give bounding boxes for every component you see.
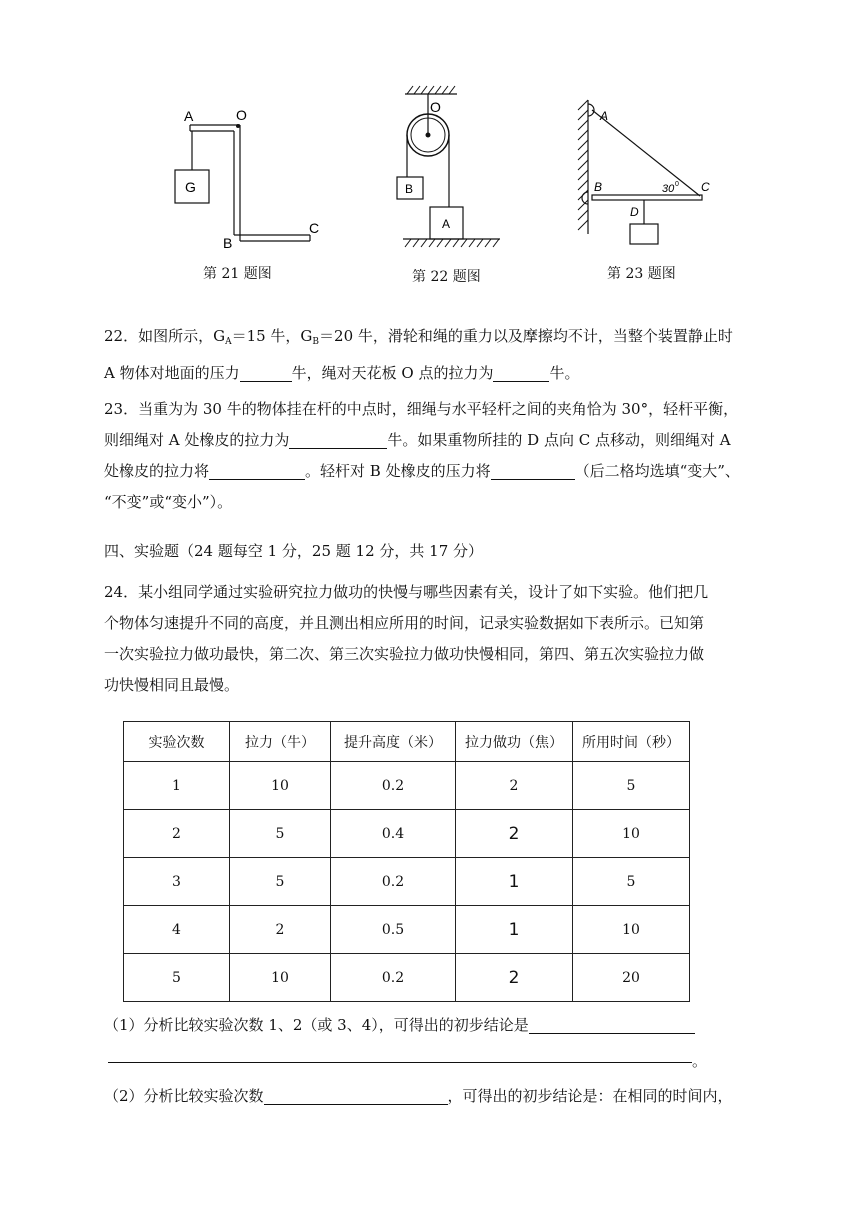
cell-force: 5	[230, 810, 331, 858]
q22-text-2a: A 物体对地面的压力	[104, 364, 240, 382]
cell-height: 0.2	[331, 954, 456, 1002]
cell-work-handwritten: 1	[456, 858, 573, 906]
header-time: 所用时间（秒）	[573, 722, 690, 762]
table-row	[124, 906, 690, 954]
q23-line-3	[104, 456, 764, 487]
cell-height: 0.5	[331, 906, 456, 954]
sub-question-1	[104, 1014, 784, 1035]
q22-sub-b: B	[312, 337, 320, 347]
cell-force: 5	[230, 858, 331, 906]
cell-work-handwritten: 2	[456, 954, 573, 1002]
fig22-label-b: B	[405, 182, 414, 196]
cell-time: 5	[573, 858, 690, 906]
sub1-end: 。	[692, 1052, 708, 1070]
q24-line-1: 24．某小组同学通过实验研究拉力做功的快慢与哪些因素有关，设计了如下实验。他们把几	[104, 583, 709, 601]
q23-line-4: “不变”或“变小”）。	[104, 493, 233, 511]
cell-time: 10	[573, 810, 690, 858]
fig21-label-b: B	[223, 235, 233, 251]
cell-trial: 2	[124, 810, 230, 858]
q23-text-3b: 。轻杆对 B 处橡皮的压力将	[305, 462, 491, 480]
q22-sub-a: A	[225, 337, 232, 347]
cell-trial: 5	[124, 954, 230, 1002]
q22-blank-1[interactable]	[240, 363, 292, 382]
table-header-row	[124, 722, 690, 762]
figure-21	[160, 100, 330, 260]
cell-trial: 4	[124, 906, 230, 954]
fig22-caption: 第 22 题图	[412, 269, 481, 285]
fig21-label-a: A	[184, 108, 194, 124]
header-height: 提升高度（米）	[331, 722, 456, 762]
q23-line-1: 23．当重为为 30 牛的物体挂在杆的中点时，细绳与水平轻杆之间的夹角恰为 30°，轻杆平衡，	[104, 400, 739, 418]
figure-23	[570, 92, 715, 252]
cell-force: 10	[230, 954, 331, 1002]
q23-blank-1[interactable]	[289, 430, 387, 449]
fig23-angle-degree: 0	[675, 181, 679, 188]
question-22	[104, 321, 764, 389]
question-24	[104, 577, 764, 701]
fig22-label-o: O	[430, 99, 441, 115]
cell-work-handwritten: 2	[456, 810, 573, 858]
q23-text-3c: （后二格均选填“变大”、	[574, 462, 740, 480]
cell-trial: 3	[124, 858, 230, 906]
fig21-caption: 第 21 题图	[203, 266, 272, 282]
sub1-text: （1）分析比较实验次数 1、2（或 3、4），可得出的初步结论是	[104, 1016, 529, 1034]
q24-line-2: 个物体匀速提升不同的高度，并且测出相应所用的时间，记录实验数据如下表所示。已知第	[104, 614, 705, 632]
section-4-heading: 四、实验题（24 题每空 1 分，25 题 12 分，共 17 分）	[104, 542, 484, 560]
table-row	[124, 954, 690, 1002]
fig23-label-a: A	[600, 109, 609, 123]
q23-line-2	[104, 425, 764, 456]
header-trial: 实验次数	[124, 722, 230, 762]
cell-work: 2	[456, 762, 573, 810]
sub2-blank-1[interactable]	[264, 1086, 448, 1105]
cell-height: 0.2	[331, 858, 456, 906]
q24-line-4: 功快慢相同且最慢。	[104, 676, 240, 694]
table-row	[124, 762, 690, 810]
cell-time: 10	[573, 906, 690, 954]
fig23-label-c: C	[701, 180, 710, 194]
q22-text-1c: ＝20 牛，滑轮和绳的重力以及摩擦均不计，当整个装置静止时	[319, 327, 733, 345]
experiment-table	[123, 721, 690, 1002]
table-row	[124, 810, 690, 858]
q22-text-1a: 22．如图所示，G	[104, 327, 226, 345]
cell-trial: 1	[124, 762, 230, 810]
sub-question-2	[104, 1085, 784, 1106]
q22-line-2	[104, 358, 764, 389]
q22-line-1	[104, 321, 764, 358]
table-row	[124, 858, 690, 906]
fig23-label-b: B	[594, 180, 603, 194]
cell-force: 10	[230, 762, 331, 810]
cell-time: 20	[573, 954, 690, 1002]
sub2-text-b: ，可得出的初步结论是：在相同的时间内，	[447, 1087, 733, 1105]
figure-22	[395, 80, 515, 255]
q23-text-3a: 处橡皮的拉力将	[104, 462, 210, 480]
q24-line-3: 一次实验拉力做功最快，第二次、第三次实验拉力做功快慢相同，第四、第五次实验拉力做	[104, 645, 705, 663]
q23-text-2a: 则细绳对 A 处橡皮的拉力为	[104, 431, 290, 449]
fig22-label-a: A	[442, 217, 451, 231]
fig21-label-c: C	[309, 220, 320, 236]
cell-force: 2	[230, 906, 331, 954]
cell-time: 5	[573, 762, 690, 810]
question-23	[104, 394, 764, 518]
sub2-text-a: （2）分析比较实验次数	[104, 1087, 264, 1105]
q23-blank-2[interactable]	[209, 461, 305, 480]
cell-height: 0.2	[331, 762, 456, 810]
header-force: 拉力（牛）	[230, 722, 331, 762]
sub1-answer-line[interactable]	[108, 1062, 692, 1063]
fig21-label-g: G	[185, 179, 196, 195]
q23-blank-3[interactable]	[491, 461, 575, 480]
fig23-label-d: D	[630, 205, 639, 219]
q22-text-2b: 牛，绳对天花板 O 点的拉力为	[291, 364, 494, 382]
q22-text-1b: ＝15 牛，G	[231, 327, 313, 345]
sub1-blank-1[interactable]	[529, 1015, 695, 1034]
cell-work-handwritten: 1	[456, 906, 573, 954]
fig23-angle: 30	[662, 183, 675, 195]
fig23-caption: 第 23 题图	[607, 266, 676, 282]
q22-text-2c: 牛。	[549, 364, 580, 382]
q23-text-2b: 牛。如果重物所挂的 D 点向 C 点移动，则细绳对 A	[387, 431, 731, 449]
q22-blank-2[interactable]	[493, 363, 549, 382]
cell-height: 0.4	[331, 810, 456, 858]
fig21-label-o: O	[236, 107, 247, 123]
header-work: 拉力做功（焦）	[456, 722, 573, 762]
